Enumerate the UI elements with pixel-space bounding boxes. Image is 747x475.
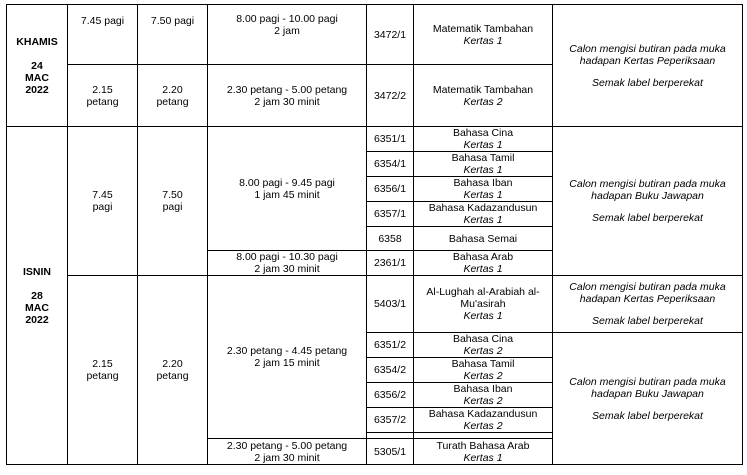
paper-number: Kertas 2	[463, 420, 503, 432]
remark-instruction: Calon mengisi butiran pada muka hadapan Buku Jawapan	[569, 375, 726, 400]
paper-code-cell	[367, 5, 414, 65]
paper-code: 6354/2	[373, 364, 407, 376]
start-time-period: petang	[156, 370, 189, 382]
remark-label-check: Semak label berperekat	[592, 409, 703, 422]
subject-name: Bahasa Tamil	[451, 152, 515, 164]
exam-duration: 2 jam 15 minit	[254, 357, 320, 369]
remark-label-check: Semak label berperekat	[592, 76, 703, 89]
start-time: 7.50 pagi	[150, 15, 195, 27]
remark-label-check: Semak label berperekat	[592, 212, 703, 224]
start-time-period: pagi	[162, 201, 183, 213]
paper-code: 6357/1	[373, 208, 407, 220]
paper-code-cell	[367, 408, 414, 433]
subject-cell	[414, 65, 553, 127]
date-year: 2022	[25, 83, 49, 96]
remarks-cell	[553, 333, 743, 465]
enter-time-cell	[68, 65, 138, 127]
exam-duration: 2 jam 30 minit	[254, 263, 320, 275]
paper-code-cell	[367, 439, 414, 465]
paper-number: Kertas 2	[463, 370, 503, 382]
subject-cell	[414, 5, 553, 65]
date-number: 28	[31, 289, 43, 302]
subject-name: Bahasa Kadazandusun	[428, 408, 538, 420]
exam-time-cell	[208, 251, 367, 276]
remark-instruction: Calon mengisi butiran pada muka hadapan Kertas Peperiksaan	[569, 281, 726, 305]
paper-code: 2361/1	[373, 257, 407, 269]
subject-name: Matematik Tambahan	[432, 83, 534, 96]
paper-code-cell	[367, 202, 414, 227]
exam-duration: 1 jam 45 minit	[254, 188, 320, 201]
start-time: 2.20	[162, 83, 183, 96]
paper-code: 6357/2	[373, 414, 407, 426]
remark-instruction: Calon mengisi butiran pada muka hadapan Buku Jawapan	[569, 178, 726, 202]
exam-time-cell	[208, 439, 367, 465]
paper-code: 6358	[378, 232, 402, 245]
exam-time: 2.30 petang - 5.00 petang	[226, 439, 348, 452]
start-time-period: petang	[156, 95, 189, 108]
isnin-morning-row	[7, 127, 743, 152]
paper-code: 6356/1	[373, 183, 407, 195]
remarks-cell	[553, 5, 743, 127]
paper-number: Kertas 2	[463, 345, 503, 357]
exam-time: 2.30 petang - 5.00 petang	[226, 83, 348, 96]
date-month: MAC	[25, 71, 49, 84]
paper-number: Kertas 2	[463, 395, 503, 407]
subject-cell	[414, 152, 553, 177]
enter-time-period: petang	[86, 95, 119, 108]
subject-name-cont: Mu'asirah	[460, 298, 506, 310]
paper-number: Kertas 1	[463, 139, 503, 151]
subject-cell	[414, 333, 553, 358]
exam-time-cell	[208, 127, 367, 251]
paper-number: Kertas 1	[463, 451, 503, 464]
subject-cell	[414, 276, 553, 333]
exam-duration: 2 jam	[274, 25, 300, 37]
paper-number: Kertas 1	[463, 214, 503, 226]
enter-time: 2.15	[92, 358, 113, 370]
paper-number: Kertas 1	[463, 310, 503, 322]
khamis-morning-row	[7, 5, 743, 65]
exam-duration: 2 jam 30 minit	[254, 451, 320, 464]
exam-time: 8.00 pagi - 10.00 pagi	[236, 13, 338, 25]
day-label: ISNIN	[22, 265, 51, 278]
subject-name: Bahasa Cina	[452, 127, 514, 139]
enter-time-cell	[68, 276, 138, 465]
subject-name: Matematik Tambahan	[432, 22, 534, 35]
paper-code: 5305/1	[373, 445, 407, 458]
remarks-cell	[553, 276, 743, 333]
subject-name: Bahasa Iban	[453, 383, 513, 395]
start-time-cell	[138, 127, 208, 276]
paper-number: Kertas 2	[463, 95, 503, 108]
exam-timetable	[6, 4, 743, 465]
exam-duration: 2 jam 30 minit	[254, 95, 320, 108]
enter-time-period: petang	[86, 370, 119, 382]
subject-cell	[414, 439, 553, 465]
subject-name: Bahasa Tamil	[451, 358, 515, 370]
day-cell-khamis	[7, 5, 68, 127]
subject-cell	[414, 251, 553, 276]
subject-cell	[414, 408, 553, 433]
day-label: KHAMIS	[16, 35, 58, 48]
enter-time: 7.45 pagi	[80, 15, 125, 27]
subject-cell	[414, 383, 553, 408]
date-number: 24	[31, 59, 43, 72]
paper-code-cell	[367, 177, 414, 202]
subject-name: Bahasa Arab	[452, 251, 514, 263]
paper-code: 3472/2	[373, 89, 407, 102]
paper-code: 6354/1	[373, 158, 407, 170]
subject-name: Bahasa Semai	[448, 232, 518, 245]
paper-code: 3472/1	[373, 28, 407, 41]
paper-number: Kertas 1	[463, 34, 503, 47]
enter-time: 2.15	[92, 83, 113, 96]
paper-code: 6351/1	[373, 133, 407, 145]
subject-name: Bahasa Kadazandusun	[428, 202, 538, 214]
subject-cell	[414, 127, 553, 152]
paper-number: Kertas 1	[463, 189, 503, 201]
paper-code: 6351/2	[373, 339, 407, 351]
subject-cell	[414, 227, 553, 251]
remarks-cell	[553, 127, 743, 276]
date-month: MAC	[25, 301, 49, 314]
subject-cell	[414, 358, 553, 383]
date-year: 2022	[25, 313, 49, 326]
enter-time-period: pagi	[92, 201, 113, 213]
start-time: 7.50	[162, 189, 183, 201]
start-time-cell	[138, 65, 208, 127]
paper-code-cell	[367, 127, 414, 152]
isnin-afternoon-row	[7, 276, 743, 333]
remark-instruction: Calon mengisi butiran pada muka hadapan Kertas Peperiksaan	[569, 42, 726, 67]
paper-code-cell	[367, 251, 414, 276]
exam-time-cell	[208, 276, 367, 439]
start-time-cell	[138, 5, 208, 65]
exam-time: 2.30 petang - 4.45 petang	[226, 345, 348, 357]
day-cell-isnin	[7, 127, 68, 465]
paper-code-cell	[367, 333, 414, 358]
paper-number: Kertas 1	[463, 164, 503, 176]
paper-code-cell	[367, 152, 414, 177]
paper-code-cell	[367, 227, 414, 251]
subject-name: Bahasa Iban	[453, 177, 513, 189]
paper-number: Kertas 1	[463, 263, 503, 275]
start-time-cell	[138, 276, 208, 465]
enter-time-cell	[68, 5, 138, 65]
subject-cell	[414, 202, 553, 227]
paper-code-cell	[367, 358, 414, 383]
exam-time: 8.00 pagi - 9.45 pagi	[239, 176, 335, 189]
subject-name: Al-Lughah al-Arabiah al-	[426, 286, 540, 298]
paper-code-cell	[367, 65, 414, 127]
subject-cell	[414, 177, 553, 202]
start-time: 2.20	[162, 358, 183, 370]
exam-time-cell	[208, 5, 367, 65]
enter-time: 7.45	[92, 189, 113, 201]
paper-code-cell	[367, 383, 414, 408]
enter-time-cell	[68, 127, 138, 276]
exam-time-cell	[208, 65, 367, 127]
paper-code-cell	[367, 276, 414, 333]
exam-time: 8.00 pagi - 10.30 pagi	[236, 251, 338, 263]
subject-name: Turath Bahasa Arab	[436, 439, 530, 452]
subject-name: Bahasa Cina	[452, 333, 514, 345]
paper-code: 6356/2	[373, 389, 407, 401]
remark-label-check: Semak label berperekat	[592, 315, 703, 327]
paper-code: 5403/1	[373, 298, 407, 310]
